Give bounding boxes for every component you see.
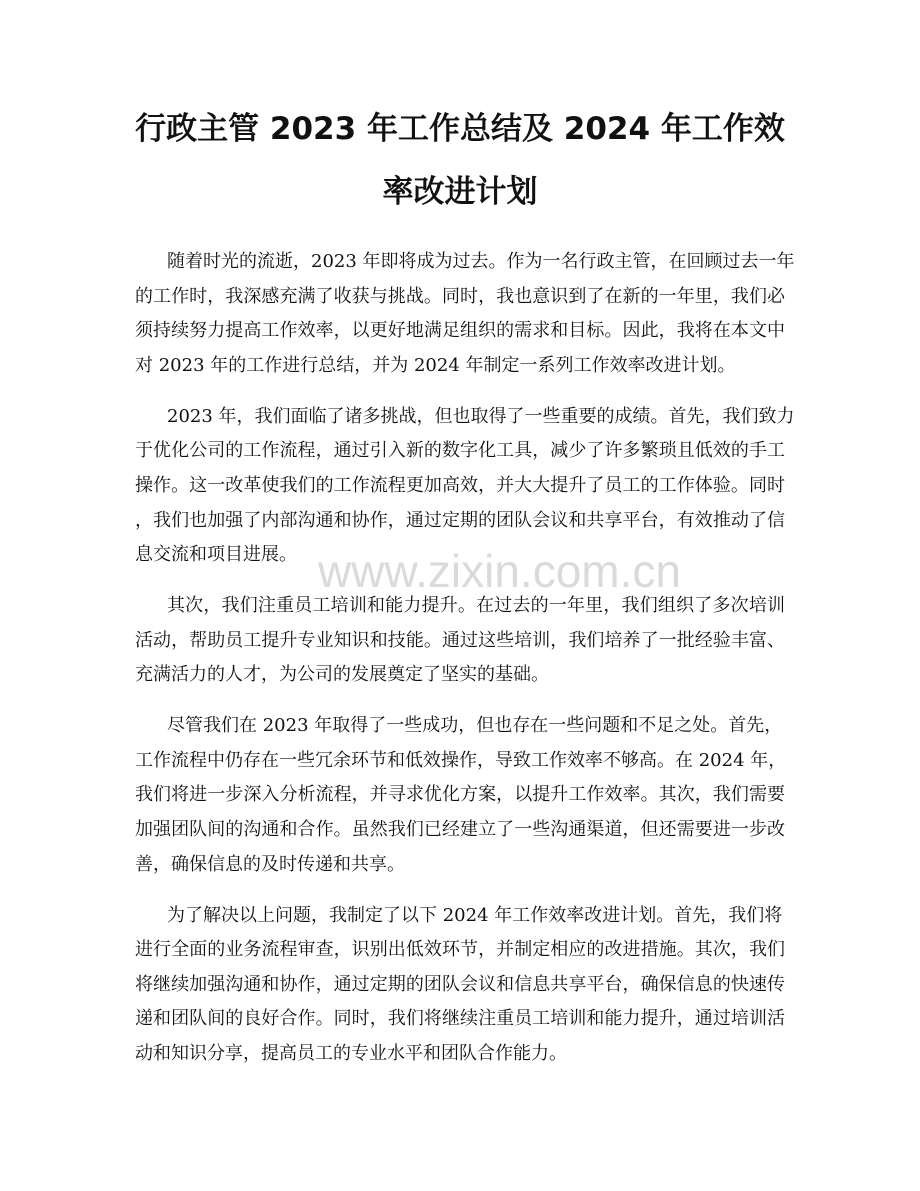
- paragraph-1: [135, 245, 795, 383]
- document-body: [135, 245, 795, 1088]
- paragraph-line: 进行全面的业务流程审查，识别出低效环节，并制定相应的改进措施。其次，我们: [135, 939, 785, 961]
- title-line-1: 行政主管 2023 年工作总结及 2024 年工作效: [135, 111, 785, 147]
- paragraph-line: 充满活力的人才，为公司的发展奠定了坚实的基础。: [135, 664, 549, 686]
- paragraph-line: 的工作时，我深感充满了收获与挑战。同时，我也意识到了在新的一年里，我们必: [135, 285, 785, 307]
- paragraph-5: [135, 899, 785, 1072]
- paragraph-line: 动和知识分享，提高员工的专业水平和团队合作能力。: [135, 1043, 567, 1065]
- paragraph-line: 随着时光的流逝，2023 年即将成为过去。作为一名行政主管，在回顾过去一年: [167, 251, 795, 272]
- paragraph-line: 我们将进一步深入分析流程，并寻求优化方案，以提升工作效率。其次，我们需要: [135, 784, 785, 806]
- paragraph-line: 尽管我们在 2023 年取得了一些成功，但也存在一些问题和不足之处。首先，: [167, 715, 783, 737]
- paragraph-line: 操作。这一改革使我们的工作流程更加高效，并大大提升了员工的工作体验。同时: [135, 474, 785, 496]
- paragraph-line: 其次，我们注重员工培训和能力提升。在过去的一年里，我们组织了多次培训: [167, 595, 785, 617]
- paragraph-4: [135, 709, 785, 882]
- paragraph-line: 对 2023 年的工作进行总结，并为 2024 年制定一系列工作效率改进计划。: [135, 354, 736, 376]
- paragraph-2: [135, 400, 795, 573]
- watermark: www.zixin.com.cn: [318, 545, 681, 597]
- paragraph-line: ，我们也加强了内部沟通和协作，通过定期的团队会议和共享平台，有效推动了信: [135, 509, 785, 531]
- paragraph-line: 活动，帮助员工提升专业知识和技能。通过这些培训，我们培养了一批经验丰富、: [135, 629, 785, 651]
- paragraph-line: 善，确保信息的及时传递和共享。: [135, 853, 405, 875]
- paragraph-3: [135, 589, 785, 693]
- paragraph-line: 为了解决以上问题，我制定了以下 2024 年工作效率改进计划。首先，我们将: [167, 904, 783, 926]
- paragraph-line: 于优化公司的工作流程，通过引入新的数字化工具，减少了许多繁琐且低效的手工: [135, 440, 785, 462]
- paragraph-line: 递和团队间的良好合作。同时，我们将继续注重员工培训和能力提升，通过培训活: [135, 1008, 785, 1030]
- paragraph-line: 加强团队间的沟通和合作。虽然我们已经建立了一些沟通渠道，但还需要进一步改: [135, 819, 785, 841]
- title-line-2: 率改进计划: [382, 174, 538, 210]
- document-title: [0, 98, 920, 224]
- paragraph-line: 须持续努力提高工作效率，以更好地满足组织的需求和目标。因此，我将在本文中: [135, 320, 785, 342]
- paragraph-line: 将继续加强沟通和协作，通过定期的团队会议和信息共享平台，确保信息的快速传: [135, 973, 785, 995]
- paragraph-line: 息交流和项目进展。: [135, 544, 297, 566]
- paragraph-line: 工作流程中仍存在一些冗余环节和低效操作，导致工作效率不够高。在 2024 年，: [135, 749, 787, 771]
- paragraph-line: 2023 年，我们面临了诸多挑战，但也取得了一些重要的成绩。首先，我们致力: [167, 405, 795, 427]
